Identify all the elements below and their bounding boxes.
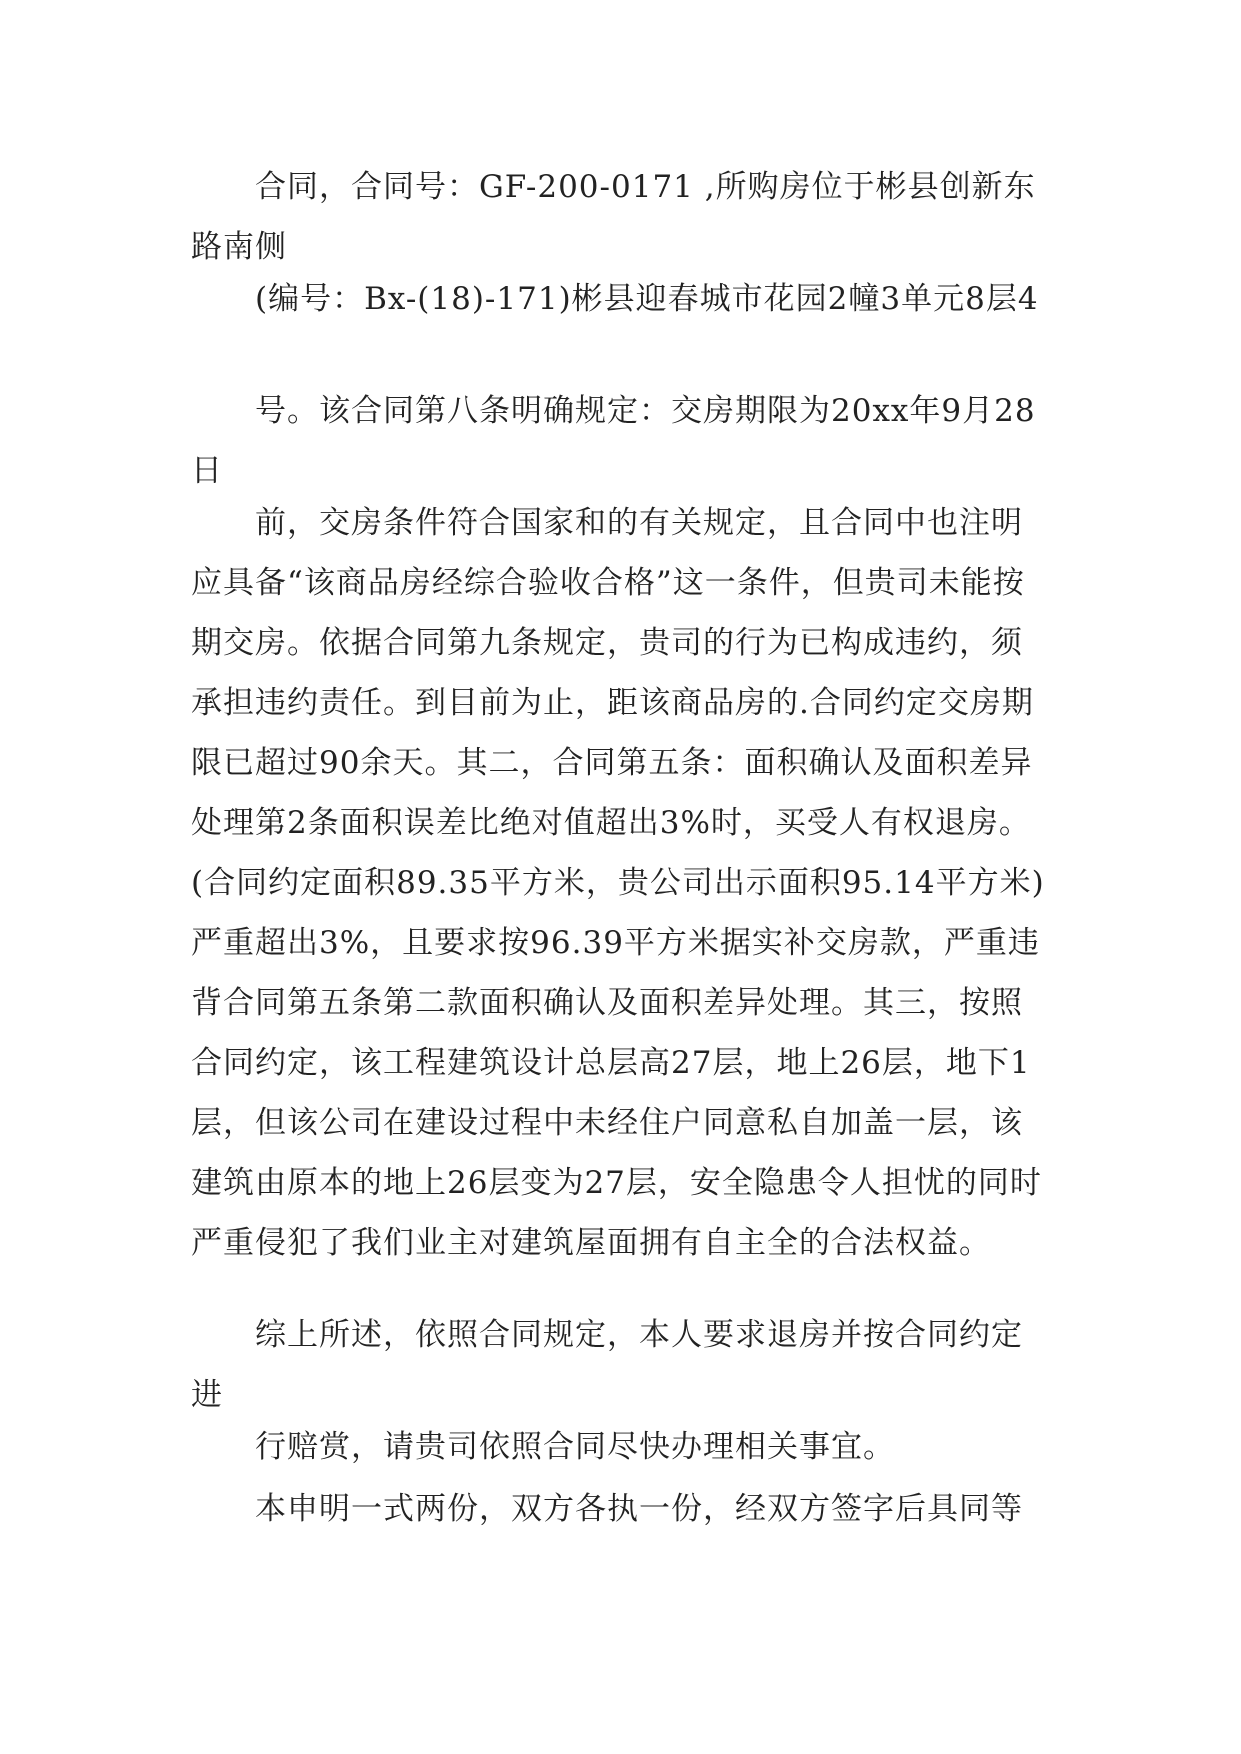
paragraph-conclusion: 综上所述，依照合同规定，本人要求退房并按合同约定进	[191, 1317, 1023, 1413]
paragraph-compensation: 行赔赏，请贵司依照合同尽快办理相关事宜。	[255, 1429, 895, 1465]
paragraph-contract-number: 合同，合同号：GF-200-0171 ,所购房位于彬县创新东路南侧	[191, 169, 1036, 265]
paragraph-copies: 本申明一式两份，双方各执一份，经双方签字后具同等	[255, 1491, 1023, 1527]
paragraph-breach-details: 前，交房条件符合国家和的有关规定，且合同中也注明应具备“该商品房经综合验收合格”这一条件，但贵司未能按期交房。依据合同第九条规定，贵司的行为已构成违约，须承担违约责任。到目前为止，距该商品房的.合同约定交房期限已超过90余天。其二，合同第五条：面积确认及面积差异处理第2条面积误差比绝对值超出3%时，买受人有权退房。(合同约定面积89.35平方米，贵公司出示面积95.14平方米)严重超出3%，且要求按96.39平方米据实补交房款，严重违背合同第五条第二款面积确认及面积差异处理。其三，按照合同约定，该工程建筑设计总层高27层，地上26层，地下1层，但该公司在建设过程中未经住户同意私自加盖一层，该建筑由原本的地上26层变为27层，安全隐患令人担忧的同时严重侵犯了我们业主对建筑屋面拥有自主全的合法权益。	[191, 505, 1045, 1261]
paragraph-house-number: (编号：Bx-(18)-171)彬县迎春城市花园2幢3单元8层4	[255, 281, 1039, 317]
paragraph-delivery-deadline: 号。该合同第八条明确规定：交房期限为20xx年9月28日	[191, 393, 1036, 489]
